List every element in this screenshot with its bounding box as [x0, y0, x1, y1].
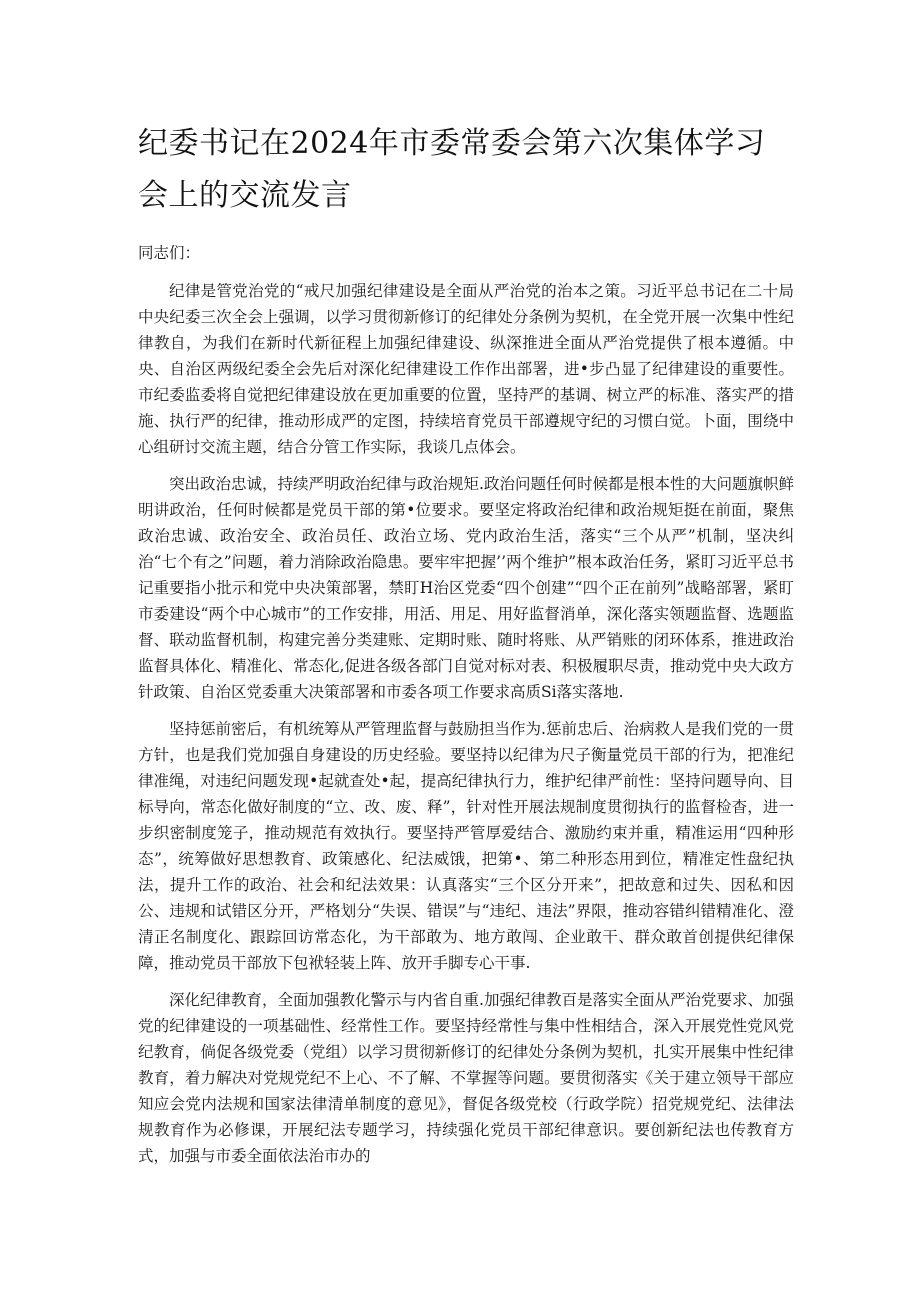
salutation: 同志们： — [138, 244, 201, 262]
document-page — [138, 118, 794, 1180]
paragraph-political-loyalty: 突出政治忠诚，持续严明政治纪律与政治规矩.政治问题任何时候都是根本性的大问题旗帜鲜明讲政治，任何时候都是党员干部的第•位要求。要坚定将政治纪律和政治规矩挺在前面，聚焦政治忠诚、政治安全、政治员任、政治立场、党内政治生活，落实“三个从严”机制，坚决纠治“七个有之”问题，着力消除政治隐患。要牢牢把握’’两个维护”根本政治任务，紧盯习近平总书记重要指小批示和党中央决策部署，禁盯H治区党委“四个创建”“四个正在前列”战略部署，紧盯市委建设“两个中心城市”的工作安排，用活、用足、用好监督消单，深化落实领题监督、选题监督、联动监督机制，构建完善分类建账、定期时账、随时将账、从严销账的闭环体系，推进政治监督具体化、精准化、常态化,促进各级各部门自觉对标对表、积极履职尽责，推动党中央大政方针政策、自治区党委重大决策部署和市委各项工作要求高质Si落实落地. — [138, 475, 794, 701]
paragraph-intro: 纪律是管党治党的“戒尺加强纪律建设是全面从严治党的治本之策。习近平总书记在二十局中央纪委三次全会上强调，以学习贯彻新修订的纪律处分条例为契机，在全党开展一次集中性纪律教自，为我们在新时代新征程上加强纪律建设、纵深推进全面从严治党提供了根本遵循。中央、自治区两级纪委全会先后对深化纪律建设工作作出部署，进•步凸显了纪律建设的重要性。市纪委监委将自觉把纪律建设放在更加重要的位置，坚持严的基调、树立严的标准、落实严的措施、执行严的纪律，推动形成严的定图，持续培育党员干部遵规守纪的习惯白觉。卜面，围绕中心组研讨交流主题，结合分管工作实际，我谈几点体会。 — [138, 282, 794, 456]
document-title: 纪委书记在2024年市委常委会第六次集体学习会上的交流发言 — [138, 126, 766, 213]
paragraph-discipline-supervision: 坚持惩前密后，有机统筹从严管理监督与鼓励担当作为.惩前忠后、治病救人是我们党的一贯方针，也是我们党加强自身建设的历史经验。要坚持以纪律为尺子衡量党员干部的行为，把准纪律准绳，对违纪问题发现•起就查处•起，提高纪律执行力，维护纪律严前性：坚持问题导向、目标导向，常态化做好制度的“立、改、废、释”，针对性开展法规制度贯彻执行的监督检杳，进一步织密制度笼子，推动规范有效执行。要坚持严管厚爱结合、激励约束并重，精准运用“四种形态”，统筹做好思想教育、政策感化、纪法威饿，把第•、第二种形态用到位，精准定性盘纪执法，提升工作的政治、社会和纪法效果：认真落实“三个区分开来”，把故意和过失、因私和因公、违规和试错区分开，严格划分“失误、错误”与“违纪、违法”界限，推动容错纠错精准化、澄清正名制度化、跟踪回访常态化，为干部敢为、地方敢闯、企业敢干、群众敢首创提供纪律保障，推动党员干部放下包袱轻装上阵、放开手脚专心干事. — [138, 720, 794, 972]
paragraph-discipline-education: 深化纪律教育，全面加强教化警示与内省自重.加强纪律教百是落实全面从严治党要求、加强党的纪律建设的一项基础性、经常性工作。要坚持经常性与集中性相结合，深入开展党性党风党纪教育，倘促各级党委（党组）以学习贯彻新修订的纪律处分条例为契机，扎实开展集中性纪律教育，着力解决对党规党纪不上心、不了解、不掌握等问题。要贯彻落实《关于建立领导干部应知应会党内法规和国家法律清单制度的意见》，督促各级党校（行政学院）招党规党纪、法律法规教育作为必修课，开展纪法专题学习，持续强化党员干部纪律意识。要创新纪法也传教育方式，加强与市委全面依法治市办的 — [138, 991, 794, 1165]
